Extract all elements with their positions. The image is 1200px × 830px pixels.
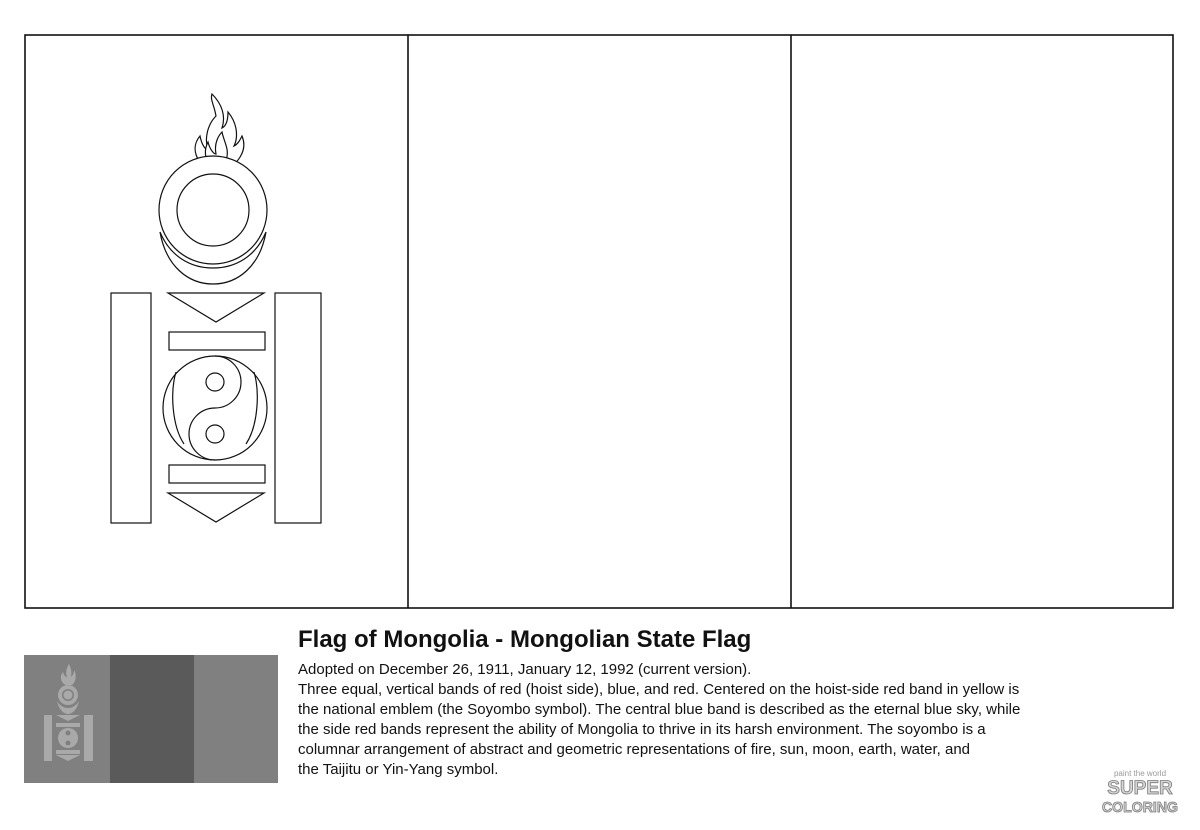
description-line: the side red bands represent the ability of Mongolia to thrive in its harsh environment. The soyombo is a (298, 721, 986, 738)
caption-title: Flag of Mongolia - Mongolian State Flag (298, 626, 752, 653)
right-pillar (275, 293, 321, 523)
flag-thumbnail (24, 655, 278, 783)
watermark-line2: COLORING (1102, 799, 1178, 816)
watermark-line1: SUPER (1107, 778, 1173, 799)
description-line: columnar arrangement of abstract and geometric representations of fire, sun, moon, earth, water, and (298, 741, 971, 758)
flag-description (298, 680, 1138, 780)
thumb-band-center (110, 655, 194, 783)
thumb-band-right (194, 655, 278, 783)
left-pillar (111, 293, 151, 523)
site-watermark-logo (1100, 768, 1180, 816)
description-line: Three equal, vertical bands of red (hoist side), blue, and red. Centered on the hoist-side red band in yellow is (298, 681, 1020, 698)
adoption-date: Adopted on December 26, 1911, January 12, 1992 (current version). (298, 661, 752, 678)
top-bar (169, 332, 265, 350)
description-line: the Taijitu or Yin-Yang symbol. (298, 761, 499, 778)
description-line: the national emblem (the Soyombo symbol). The central blue band is described as the eternal blue sky, while (298, 701, 1021, 718)
bottom-bar (169, 465, 265, 483)
sun-disc (177, 174, 249, 246)
caption (298, 624, 1138, 780)
yin-yang-icon (163, 356, 267, 460)
watermark-tagline: paint the world (1113, 769, 1167, 778)
flag-border (25, 35, 1173, 608)
